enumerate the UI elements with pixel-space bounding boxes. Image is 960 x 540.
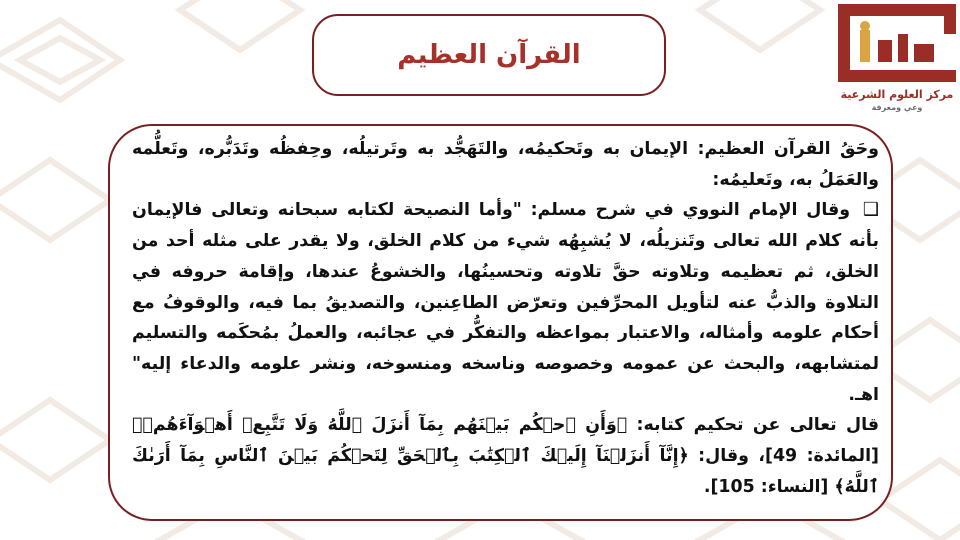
- page-title: القرآن العظيم: [397, 40, 581, 70]
- paragraph-nawawi: [132, 195, 879, 410]
- paragraph-rights: وحَقُ القرآن العظيم: الإيمان به وتَحكيمُه، والتَهَجُّد به وتَرتيلُه، وحِفظُه وتَدَبُّره، وتَعلُّمه والعَمَلُ به، وتَعليمُه:: [132, 139, 879, 190]
- bullet-icon: ❑: [862, 199, 879, 221]
- content-text: [132, 134, 879, 502]
- nawawi-quote: وقال الإمام النووي في شرح مسلم: "وأما النصيحة لكتابه سبحانه وتعالى فالإيمان بأنه كلام الله تعالى وتَنزيلُه، لا يُشبِهُه شيء من كلام الخلق، ولا يقدر على مثله أحد من الخلق، ثم تعظيمه وتلاوته حقَّ تلاوته وتحسينُها، والخشوعُ عندها، وإقامة حروفه في التلاوة والذبُّ عنه لتأويل المحرِّفين وتعرّض الطاعِنين، والتصديقُ بما فيه، والوقوفُ مع أحكام علومه وأمثاله، والاعتبار بمواعظه والتفكُّر في عجائبه، والعملُ بمُحكَمه والتسليم لمتشابهه، والبحث عن عمومه وخصوصه وناسخه ومنسوخه، ونشر علومه والدعاء إليه" اهـ.: [132, 200, 879, 405]
- logo-tagline: وعي ومعرفة: [871, 103, 923, 112]
- paragraph-quran: قال تعالى عن تحكيم كتابه: ﴿وَأَنِ ٱحۡكُم بَيۡنَهُم بِمَآ أَنزَلَ ٱللَّهُ وَلَا تَتَّبِعۡ أَهۡوَآءَهُمۡ﴾ [المائدة: 49]، وقال: ﴿إِنَّآ أَنزَلۡنَآ إِلَيۡكَ ٱلۡكِتَٰبَ بِٱلۡحَقِّ لِتَحۡكُمَ بَيۡنَ ٱلنَّاسِ بِمَآ أَرَىٰكَ ٱللَّهُ﴾ [النساء: 105].: [132, 415, 879, 497]
- logo-subtitle: مركز العلوم الشرعية: [840, 88, 954, 101]
- content-box: [108, 124, 893, 521]
- logo-mark-icon: [838, 4, 956, 88]
- title-box: [312, 14, 666, 96]
- logo: [838, 4, 956, 110]
